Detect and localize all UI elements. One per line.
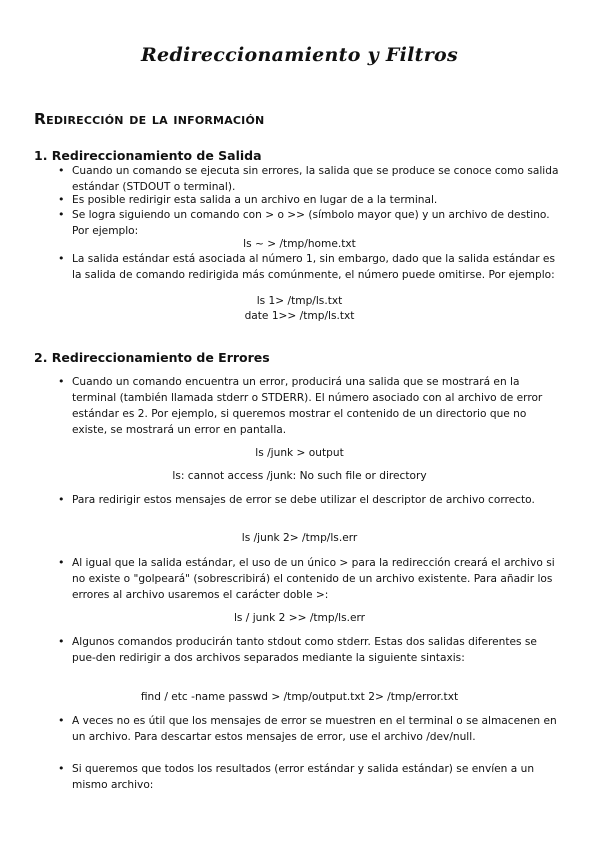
code-example: ls ~ > /tmp/home.txt: [243, 238, 356, 250]
bullet-marker: •: [58, 252, 65, 265]
bullet-marker: •: [58, 193, 65, 206]
bullet-text: Algunos comandos producirán tanto stdout como stderr. Estas dos salidas diferentes se pue-den redirigir a dos archivos separados mediante la siguiente sintaxis:: [72, 636, 537, 664]
subsection-heading-salida: 1. Redireccionamiento de Salida: [34, 148, 262, 163]
bullet-text: Si queremos que todos los resultados (error estándar y salida estándar) se envíen a un mismo archivo:: [72, 763, 535, 791]
bullet-text: Para redirigir estos mensajes de error se debe utilizar el descriptor de archivo correcto.: [72, 494, 535, 506]
bullet-text: Se logra siguiendo un comando con > o >> (símbolo mayor que) y un archivo de destino. Por ejemplo:: [72, 209, 550, 237]
bullet-text: Es posible redirigir esta salida a un archivo en lugar de a la terminal.: [72, 194, 438, 206]
code-example: ls /junk 2> /tmp/ls.err: [241, 532, 358, 544]
bullet-text: Cuando un comando se ejecuta sin errores, la salida que se produce se conoce como salida estándar (STDOUT o terminal).: [72, 165, 559, 193]
bullet-marker: •: [58, 493, 65, 506]
bullet-marker: •: [58, 635, 65, 648]
bullet-marker: •: [58, 208, 65, 221]
bullet-marker: •: [58, 714, 65, 727]
code-example: ls 1> /tmp/ls.txt: [256, 295, 343, 307]
code-example: find / etc -name passwd > /tmp/output.txt 2> /tmp/error.txt: [140, 691, 459, 703]
bullet-text: Cuando un comando encuentra un error, producirá una salida que se mostrará en la terminal (también llamada stderr o STDERR). El número asociado con al archivo de error estándar es 2. Por ejemplo, si queremos mostrar el contenido de un directorio que no existe, se mostrará un error en pantalla.: [72, 376, 543, 436]
bullet-marker: •: [58, 375, 65, 388]
bullet-marker: •: [58, 762, 65, 775]
code-example: ls /junk > output: [255, 447, 344, 459]
bullet-text: Al igual que la salida estándar, el uso de un único > para la redirección creará el archivo si no existe o "golpeará" (sobrescribirá) el contenido de un archivo existente. Para añadir los errores al archivo usaremos el carácter doble >:: [72, 557, 555, 601]
section-heading: Redirección de la información: [34, 110, 265, 128]
bullet-marker: •: [58, 164, 65, 177]
code-example: ls: cannot access /junk: No such file or directory: [172, 470, 427, 482]
bullet-text: La salida estándar está asociada al número 1, sin embargo, dado que la salida estándar es la salida de comando redirigida más comúnmente, el número puede omitirse. Por ejemplo:: [72, 253, 555, 281]
page-title: Redireccionamiento y Filtros: [140, 44, 459, 66]
bullet-marker: •: [58, 556, 65, 569]
subsection-heading-errores: 2. Redireccionamiento de Errores: [34, 350, 270, 365]
code-example: ls / junk 2 >> /tmp/ls.err: [233, 612, 366, 624]
bullet-text: A veces no es útil que los mensajes de error se muestren en el terminal o se almacenen en un archivo. Para descartar estos mensajes de error, use el archivo /dev/null.: [72, 715, 557, 743]
code-example: date 1>> /tmp/ls.txt: [244, 310, 355, 322]
